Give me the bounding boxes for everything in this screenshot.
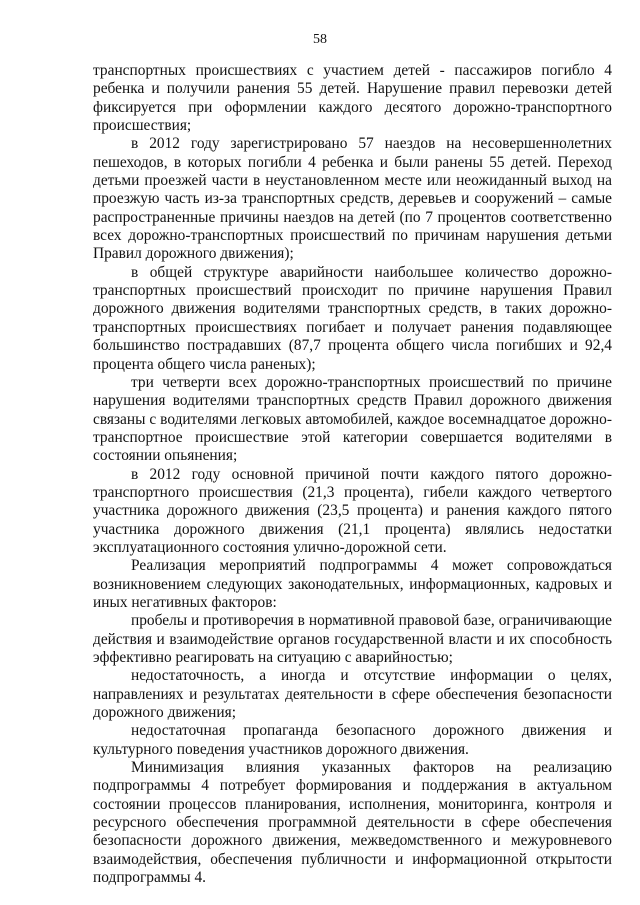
paragraph-passenger-car-drivers: три четверти всех дорожно-транспортных происшествий по причине нарушения водителями транспортных средств Правил дорожного движения связаны с водителями легковых автомобилей, каждое восемнадцатое дорожно-транспортное происшествие этой категории совершается водителями в состоянии опьянения; <box>93 373 612 465</box>
paragraph-risk-minimization: Минимизация влияния указанных факторов на реализацию подпрограммы 4 потребует формирования и поддержания в актуальном состоянии процессов планирования, исполнения, мониторинга, контроля и ресурсного обеспечения программной деятельности в сфере обеспечения безопасности дорожного движения, межведомственного и межуровневого взаимодействия, обеспечения публичности и информационной открытости подпрограммы 4. <box>93 759 612 887</box>
paragraph-child-pedestrian-accidents: в 2012 году зарегистрировано 57 наездов на несовершеннолетних пешеходов, в которых погибли 4 ребенка и были ранены 55 детей. Переход детьми проезжей части в неустановленном месте или неожиданный выход на проезжую часть из-за транспортных средств, деревьев и сооружений – самые распространенные причины наездов на детей (по 7 процентов соответственно всех дорожно-транспортных происшествий по причинам нарушения детьми Правил дорожного движения); <box>93 135 612 263</box>
paragraph-accident-structure: в общей структуре аварийности наибольшее количество дорожно-транспортных происшествий происходит по причине нарушения Правил дорожного движения водителями транспортных средств, в таких дорожно-транспортных происшествиях погибает и получает ранения подавляющее большинство пострадавших (87,7 процента общего числа погибших и 92,4 процента общего числа раненых); <box>93 263 612 373</box>
paragraph-risk-factors-intro: Реализация мероприятий подпрограммы 4 может сопровождаться возникновением следующих законодательных, информационных, кадровых и иных негативных факторов: <box>93 557 612 611</box>
page-number: 58 <box>313 32 327 47</box>
document-body <box>93 62 612 887</box>
paragraph-continuation: транспортных происшествиях с участием детей - пассажиров погибло 4 ребенка и получили ранения 55 детей. Нарушение правил перевозки детей фиксируется при оформлении каждого десятого дорожно-транспортного происшествия; <box>93 62 612 135</box>
paragraph-regulatory-gaps: пробелы и противоречия в нормативной правовой базе, ограничивающие действия и взаимодействие органов государственной власти и их способность эффективно реагировать на ситуацию с аварийностью; <box>93 612 612 666</box>
paragraph-information-lack: недостаточность, а иногда и отсутствие информации о целях, направлениях и результатах деятельности в сфере обеспечения безопасности дорожного движения; <box>93 667 612 722</box>
paragraph-insufficient-promotion: недостаточная пропаганда безопасного дорожного движения и культурного поведения участников дорожного движения. <box>93 722 612 758</box>
paragraph-road-network-condition: в 2012 году основной причиной почти каждого пятого дорожно-транспортного происшествия (21,3 процента), гибели каждого четвертого участника дорожного движения (23,5 процента) и ранения каждого пятого участника дорожного движения (21,1 процента) являлись недостатки эксплуатационного состояния улично-дорожной сети. <box>93 465 612 556</box>
